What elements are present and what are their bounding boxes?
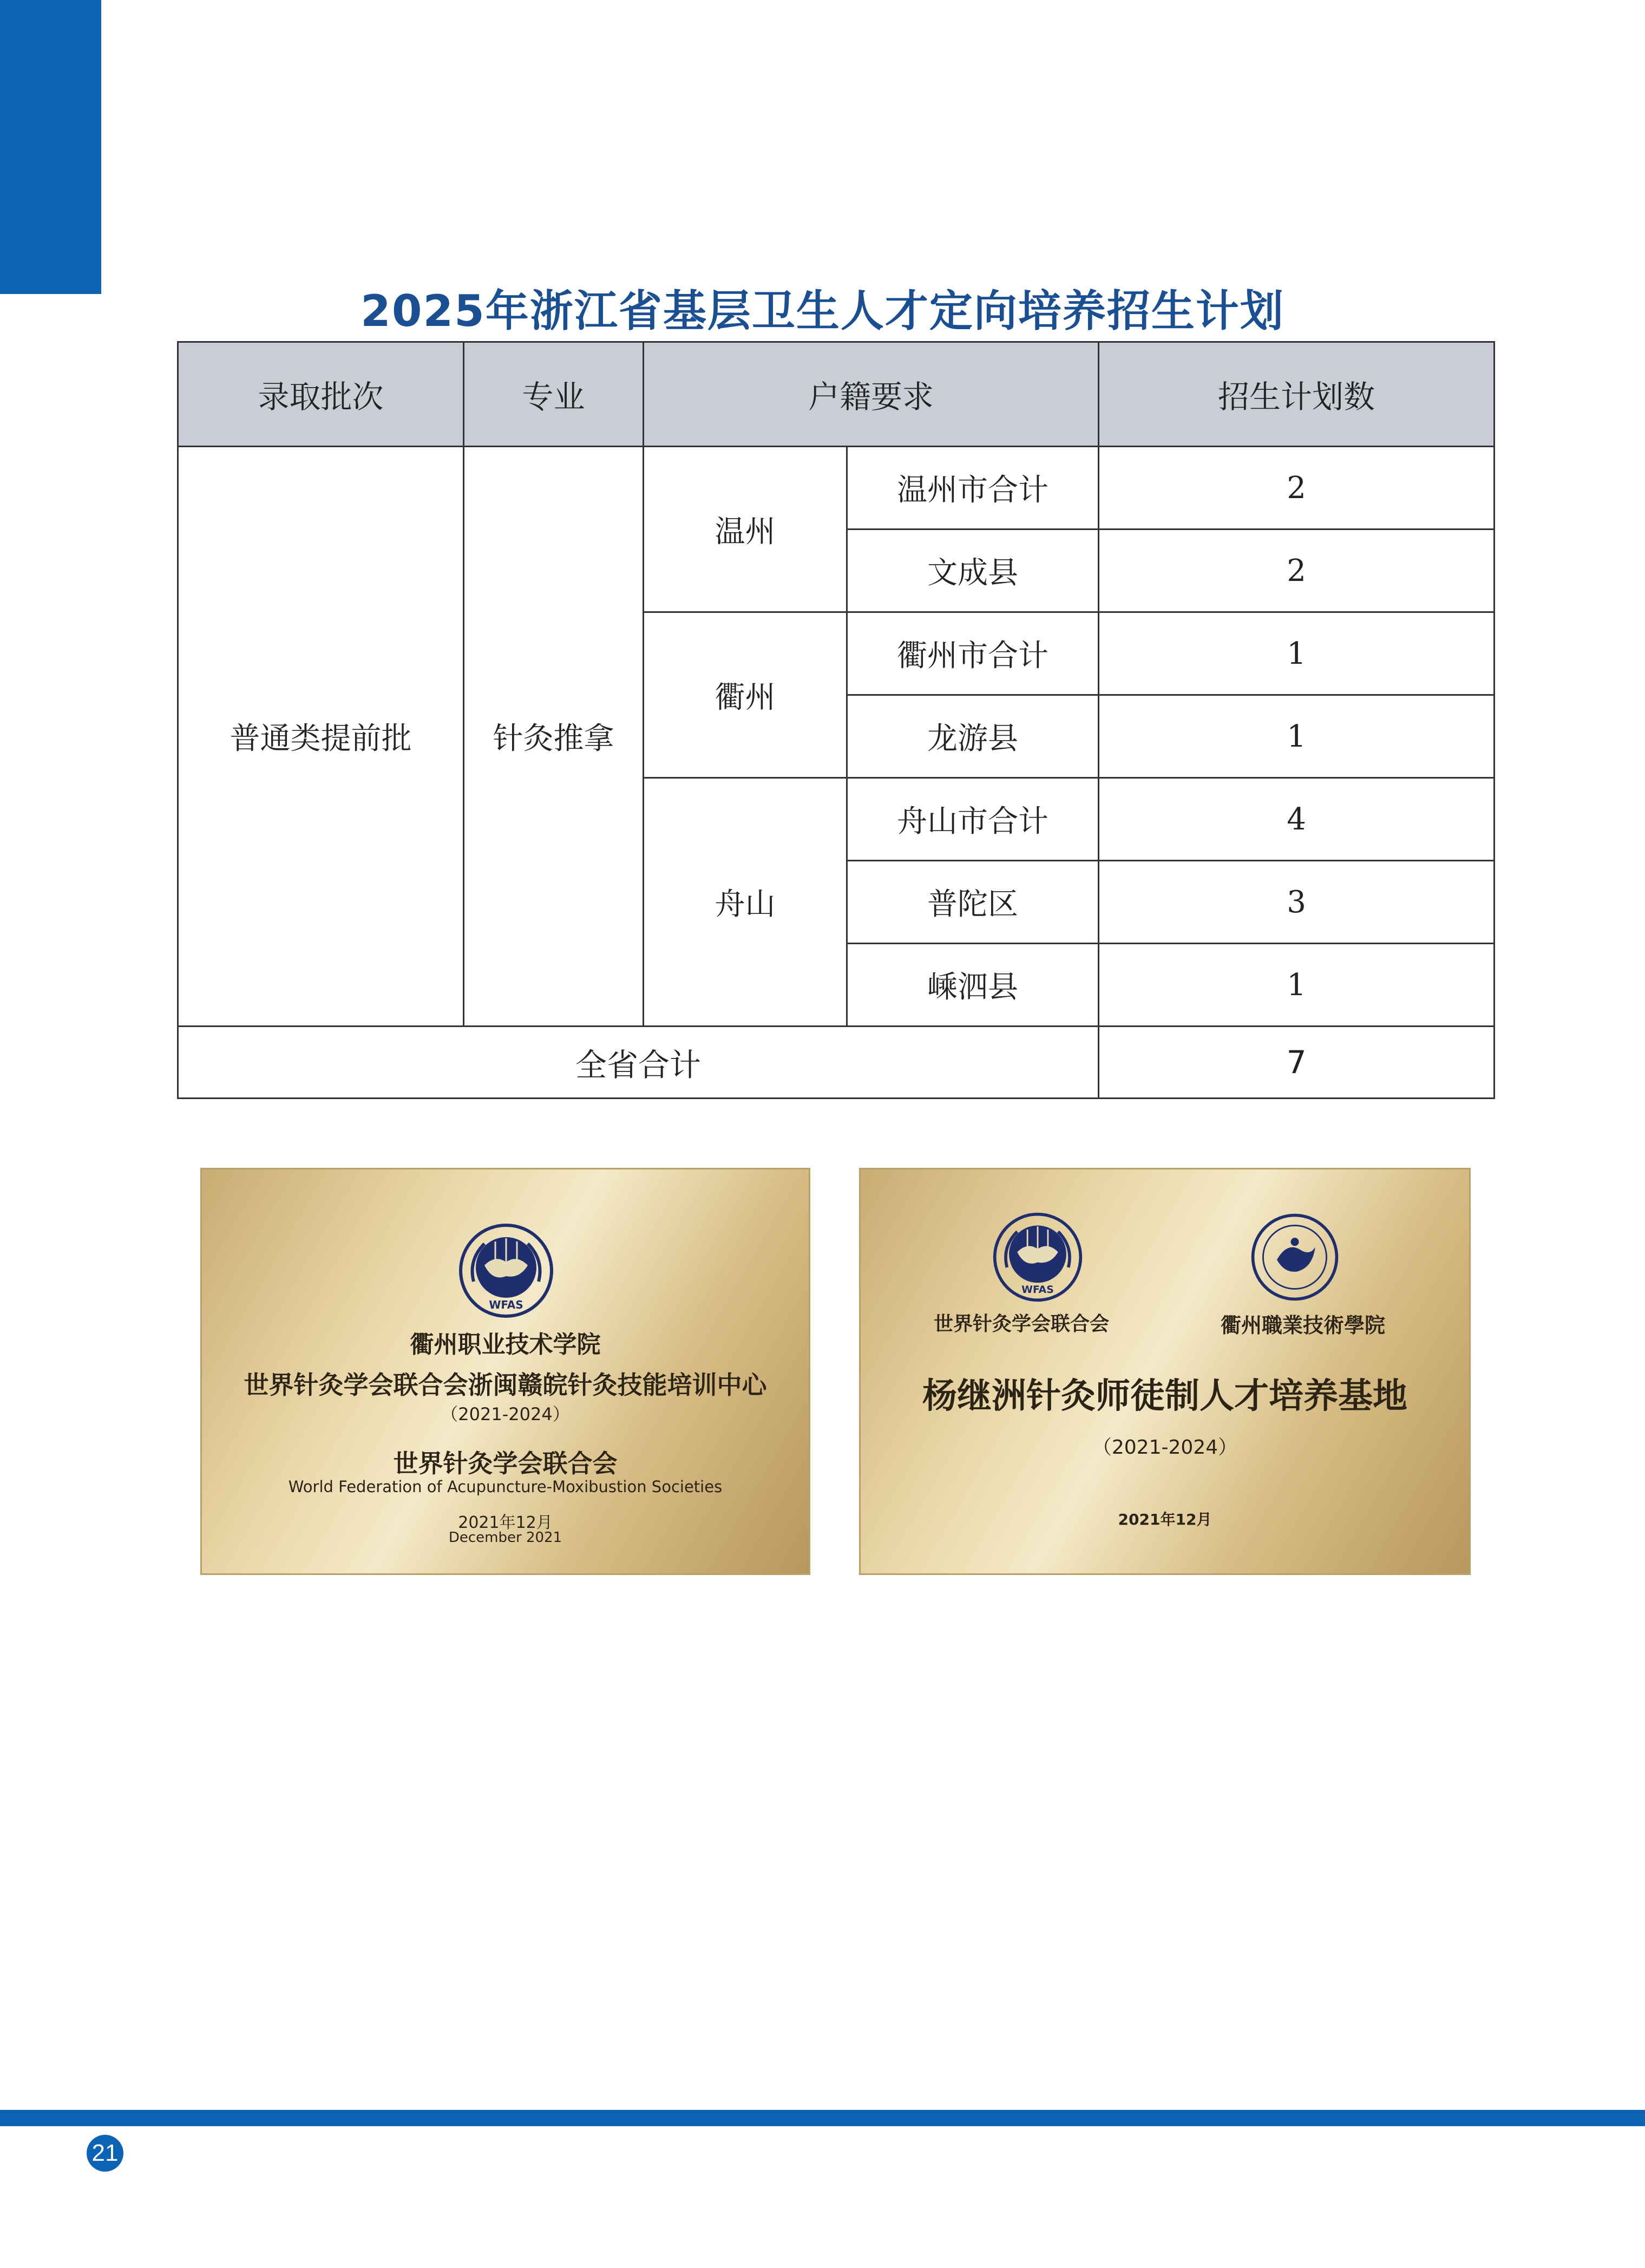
svg-text:WFAS: WFAS: [489, 1298, 523, 1311]
wfas-logo-icon: [457, 1222, 555, 1319]
wfas-logo-icon: [992, 1211, 1084, 1303]
area-cell: 衢州市合计: [847, 612, 1099, 695]
header-major: 专业: [464, 342, 644, 447]
area-cell: 文成县: [847, 530, 1099, 612]
count-cell: 1: [1099, 944, 1495, 1027]
count-cell: 4: [1099, 778, 1495, 861]
area-cell: 普陀区: [847, 861, 1099, 944]
count-cell: 3: [1099, 861, 1495, 944]
plaque1-date: 2021年12月: [458, 1513, 553, 1532]
plaque1-org: 世界针灸学会联合会: [393, 1449, 618, 1478]
plaque1-date-english: December 2021: [448, 1530, 562, 1546]
page-title: 2025年浙江省基层卫生人才定向培养招生计划: [361, 286, 1284, 336]
table-row: [178, 447, 1495, 530]
area-cell: 舟山市合计: [847, 778, 1099, 861]
city-cell: 舟山: [644, 778, 847, 1027]
header-batch: 录取批次: [178, 342, 464, 447]
count-cell: 1: [1099, 695, 1495, 778]
plaque2-date: 2021年12月: [1118, 1511, 1212, 1528]
plaque2-main-title: 杨继洲针灸师徒制人才培养基地: [922, 1376, 1407, 1416]
area-cell: 嵊泗县: [847, 944, 1099, 1027]
count-cell: 2: [1099, 530, 1495, 612]
city-cell: 温州: [644, 447, 847, 612]
plaque1-college: 衢州职业技术学院: [410, 1331, 601, 1358]
plaque-training-center: [200, 1168, 810, 1575]
college-logo-icon: [1249, 1211, 1341, 1303]
plaque2-years: （2021-2024）: [1092, 1436, 1238, 1459]
page-number: 21: [87, 2135, 123, 2172]
count-cell: 2: [1099, 447, 1495, 530]
total-value: 7: [1099, 1027, 1495, 1099]
total-label: 全省合计: [178, 1027, 1099, 1099]
city-cell: 衢州: [644, 612, 847, 778]
area-cell: 温州市合计: [847, 447, 1099, 530]
major-cell: 针灸推拿: [464, 447, 644, 1027]
plaque2-org-left: 世界针灸学会联合会: [933, 1312, 1109, 1335]
plaque2-org-right: 衢州職業技術學院: [1220, 1313, 1385, 1337]
header-residence: 户籍要求: [644, 342, 1099, 447]
batch-cell: 普通类提前批: [178, 447, 464, 1027]
svg-text:WFAS: WFAS: [1021, 1284, 1054, 1296]
corner-decoration: [0, 0, 101, 294]
area-cell: 龙游县: [847, 695, 1099, 778]
plaque1-org-english: World Federation of Acupuncture-Moxibustion Societies: [288, 1478, 723, 1496]
enrollment-plan-table: [177, 341, 1495, 1099]
plaque1-center-name: 世界针灸学会联合会浙闽赣皖针灸技能培训中心: [244, 1370, 767, 1400]
count-cell: 1: [1099, 612, 1495, 695]
plaque1-years: （2021-2024）: [441, 1404, 570, 1424]
plaque-apprentice-base: [859, 1168, 1471, 1575]
header-plan-count: 招生计划数: [1099, 342, 1495, 447]
total-row: [178, 1027, 1495, 1099]
footer-bar: [0, 2110, 1645, 2126]
table-header-row: [178, 342, 1495, 447]
